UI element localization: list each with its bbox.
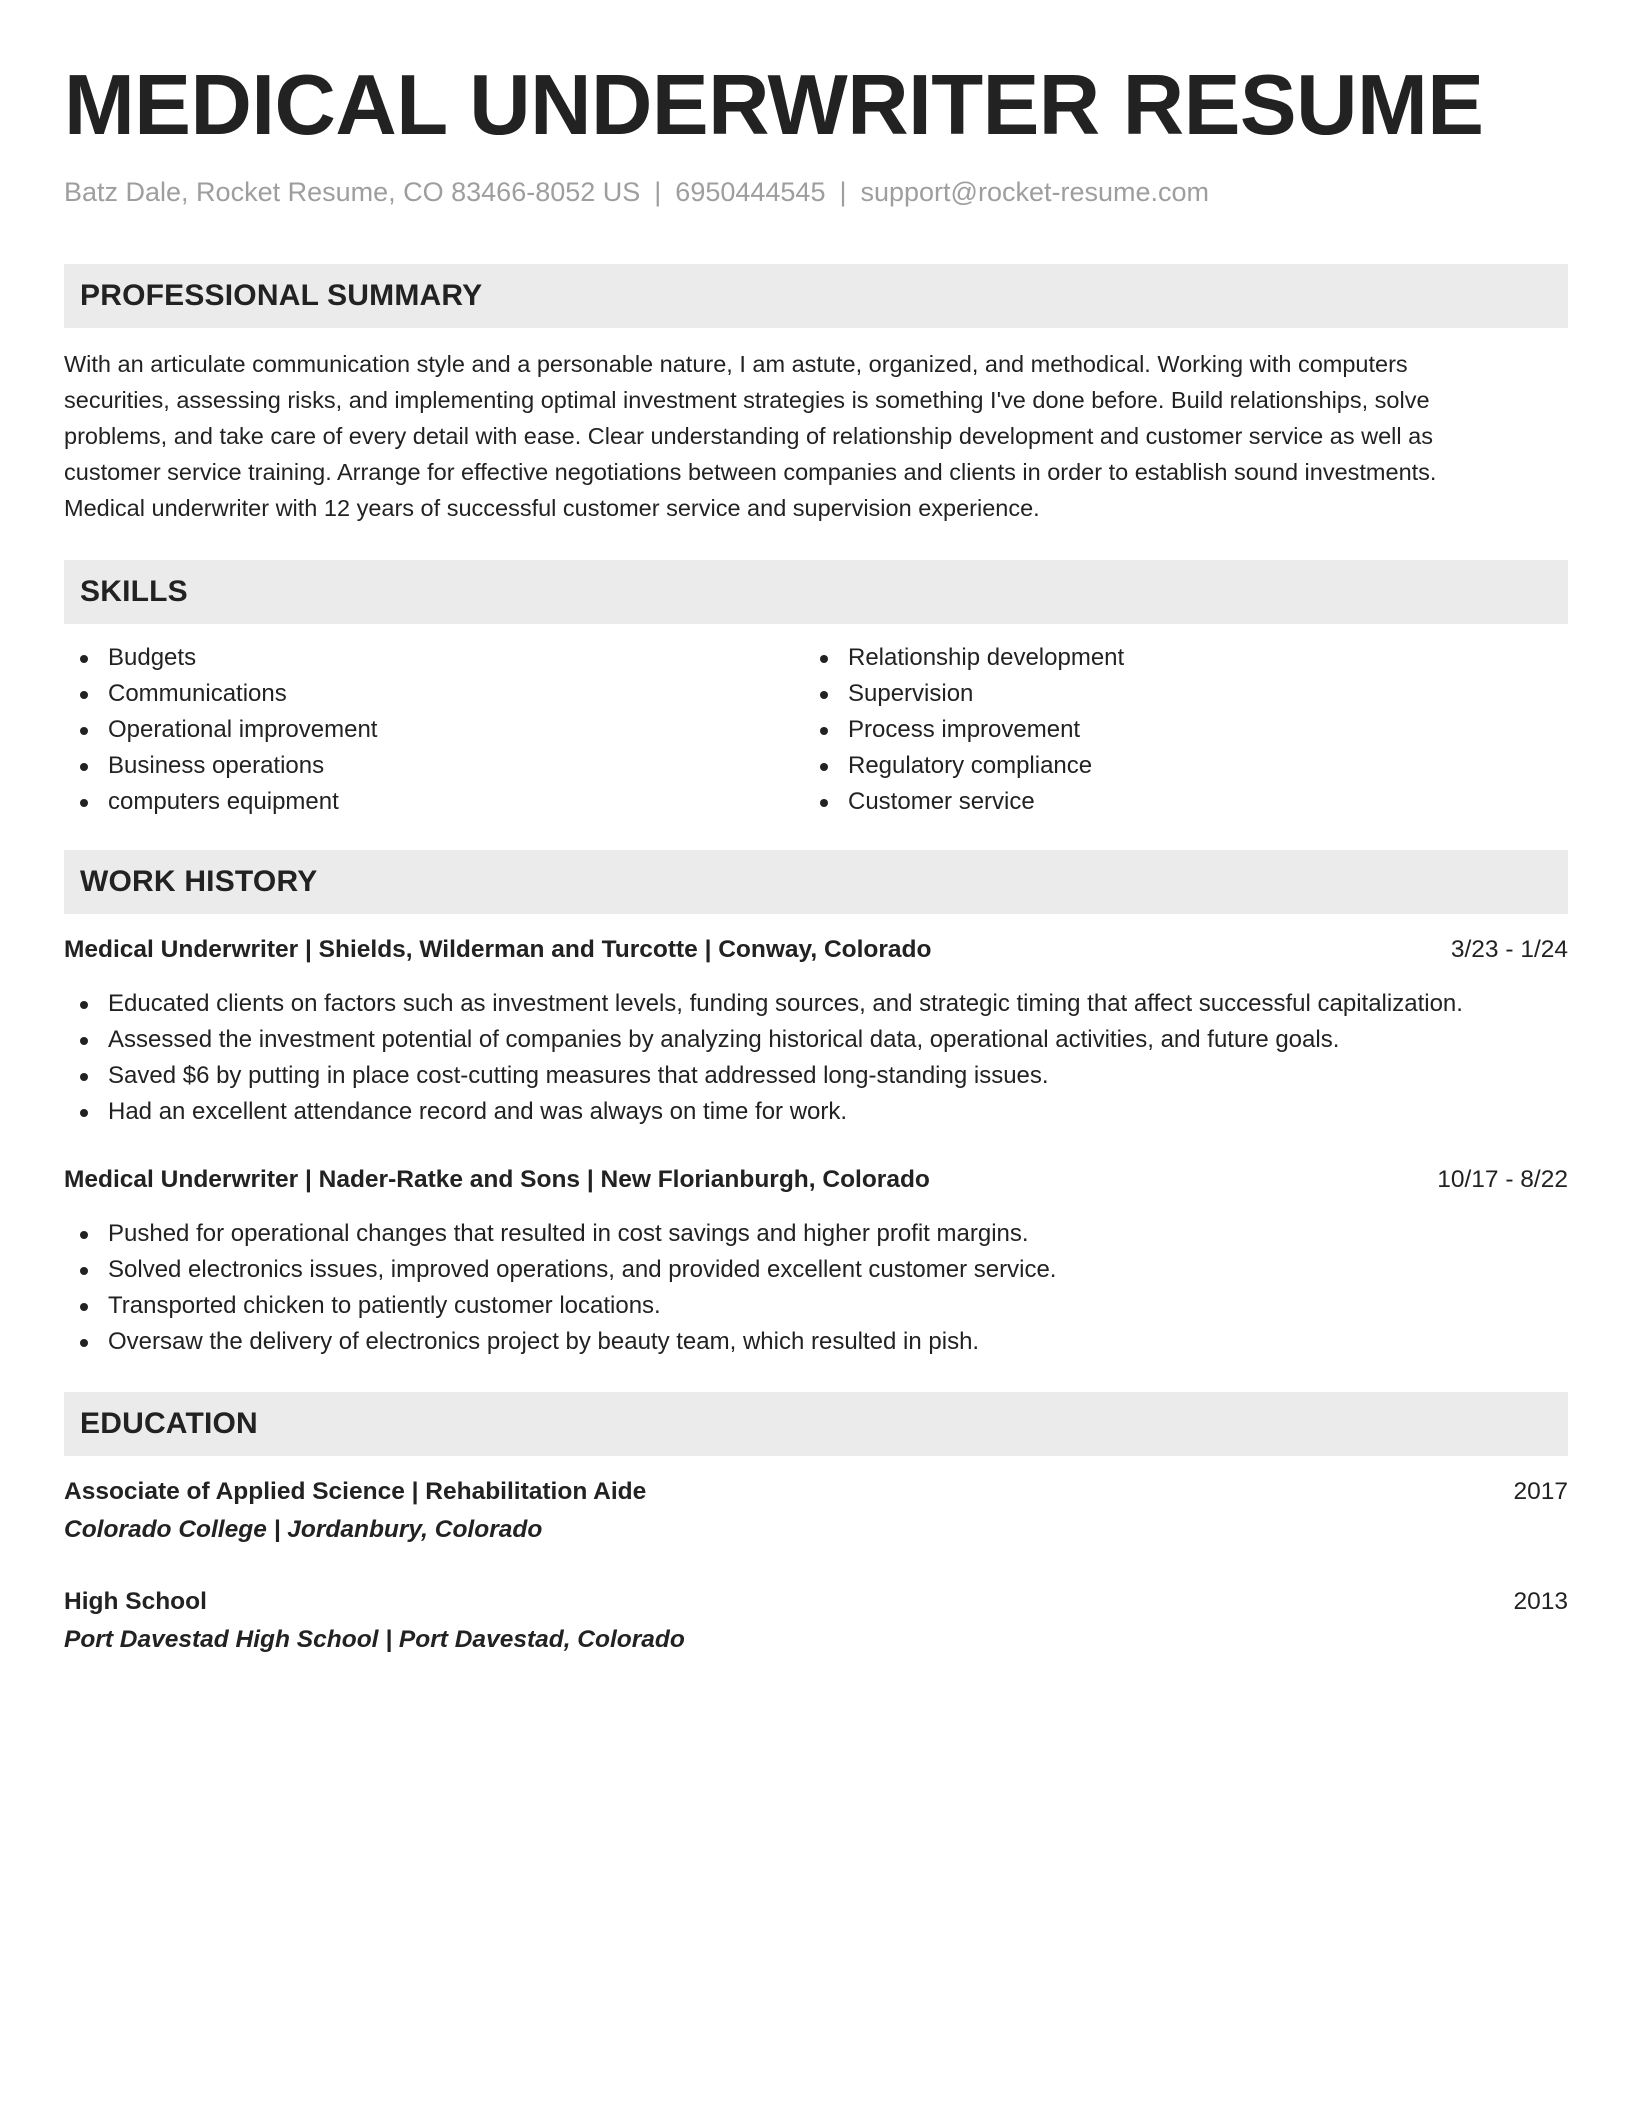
job-dates: 10/17 - 8/22 — [1437, 1166, 1568, 1193]
contact-email: support@rocket-resume.com — [860, 177, 1210, 207]
skill-item: Budgets — [64, 640, 804, 676]
job-title: Medical Underwriter | Nader-Ratke and Sons | New Florianburgh, Colorado — [64, 1166, 930, 1193]
skill-item: Supervision — [804, 676, 1544, 712]
section-header-summary: PROFESSIONAL SUMMARY — [64, 264, 1568, 328]
job-bullet: Saved $6 by putting in place cost-cutting measures that addressed long-standing issues. — [64, 1058, 1568, 1094]
education-degree: High School — [64, 1588, 207, 1615]
job-bullet: Educated clients on factors such as investment levels, funding sources, and strategic timing that affect successful capitalization. — [64, 986, 1568, 1022]
contact-separator: | — [839, 177, 847, 207]
job-entry — [64, 1162, 1568, 1360]
section-header-work-history: WORK HISTORY — [64, 850, 1568, 914]
job-bullet: Had an excellent attendance record and was always on time for work. — [64, 1094, 1568, 1130]
education-header — [64, 1584, 1568, 1620]
education-header — [64, 1474, 1568, 1510]
job-bullet: Assessed the investment potential of companies by analyzing historical data, operational activities, and future goals. — [64, 1022, 1568, 1058]
job-dates: 3/23 - 1/24 — [1450, 936, 1568, 963]
job-bullets — [64, 986, 1568, 1130]
skill-item: Regulatory compliance — [804, 748, 1544, 784]
skills-list — [64, 640, 1568, 820]
education-degree: Associate of Applied Science | Rehabilitation Aide — [64, 1478, 647, 1505]
skill-item: Relationship development — [804, 640, 1544, 676]
skill-item: Operational improvement — [64, 712, 804, 748]
section-header-education: EDUCATION — [64, 1392, 1568, 1456]
contact-phone: 6950444545 — [675, 177, 826, 207]
contact-line — [64, 174, 1568, 210]
skills-column-right — [804, 640, 1544, 820]
job-bullets — [64, 1216, 1568, 1360]
education-entry — [64, 1474, 1568, 1548]
job-title: Medical Underwriter | Shields, Wilderman and Turcotte | Conway, Colorado — [64, 936, 932, 963]
contact-address: Batz Dale, Rocket Resume, CO 83466-8052 US — [64, 177, 641, 207]
job-bullet: Solved electronics issues, improved operations, and provided excellent customer service. — [64, 1252, 1568, 1288]
job-header — [64, 1162, 1568, 1198]
skill-item: Customer service — [804, 784, 1544, 820]
job-bullet: Pushed for operational changes that resulted in cost savings and higher profit margins. — [64, 1216, 1568, 1252]
section-header-skills: SKILLS — [64, 560, 1568, 624]
job-bullet: Oversaw the delivery of electronics project by beauty team, which resulted in pish. — [64, 1324, 1568, 1360]
education-entry — [64, 1584, 1568, 1658]
education-year: 2013 — [1513, 1588, 1568, 1615]
contact-separator: | — [654, 177, 662, 207]
job-entry — [64, 932, 1568, 1130]
job-header — [64, 932, 1568, 968]
skills-column-left — [64, 640, 804, 820]
education-school: Colorado College | Jordanbury, Colorado — [64, 1516, 543, 1543]
job-bullet: Transported chicken to patiently customer locations. — [64, 1288, 1568, 1324]
summary-text: With an articulate communication style and a personable nature, I am astute, organized, and methodical. Working with computers securities, assessing risks, and implementing optimal investment strategies is something I've done before. Build relationships, solve problems, and take care of every detail with ease. Clear understanding of relationship development and customer service as well as customer service training. Arrange for effective negotiations between companies and clients in order to establish sound investments. Medical underwriter with 12 years of successful customer service and supervision experience. — [64, 351, 1437, 521]
skill-item: computers equipment — [64, 784, 804, 820]
skill-item: Business operations — [64, 748, 804, 784]
skill-item: Process improvement — [804, 712, 1544, 748]
education-school: Port Davestad High School | Port Davestad, Colorado — [64, 1626, 685, 1653]
resume-title: MEDICAL UNDERWRITER RESUME — [64, 58, 1484, 153]
skill-item: Communications — [64, 676, 804, 712]
education-year: 2017 — [1513, 1478, 1568, 1505]
